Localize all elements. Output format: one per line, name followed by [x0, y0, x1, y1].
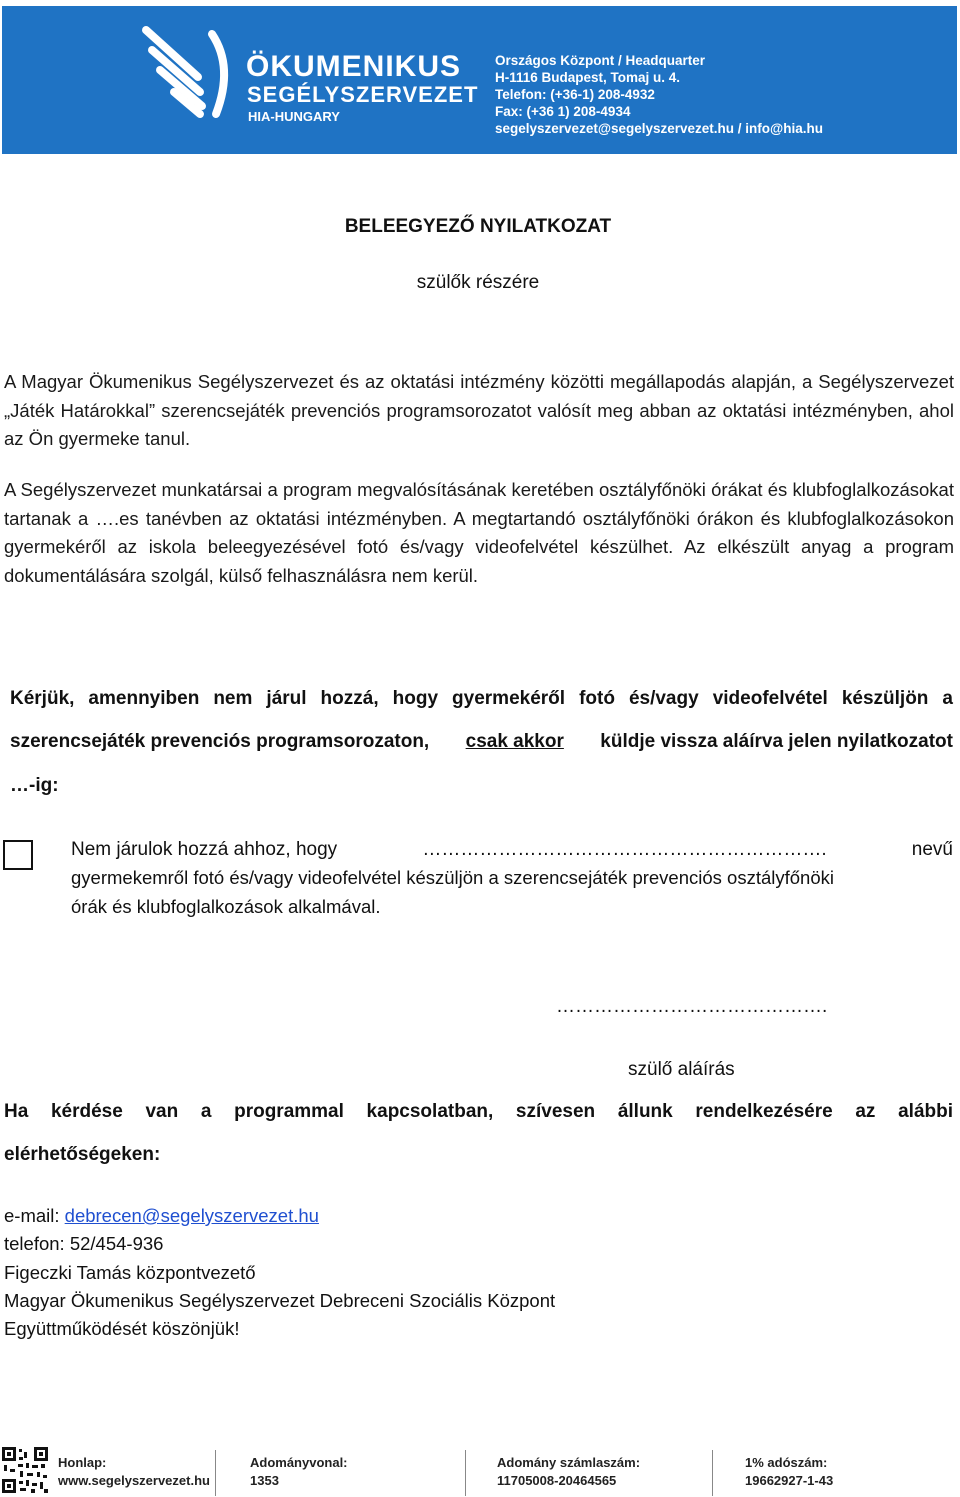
email-link[interactable]: debrecen@segelyszervezet.hu — [64, 1205, 319, 1226]
consent-checkbox[interactable] — [3, 840, 33, 870]
email-row — [4, 1205, 319, 1227]
logo-tagline: HIA-HUNGARY — [248, 109, 340, 124]
footer-label: Honlap: — [58, 1455, 107, 1470]
document-title: BELEEGYEZŐ NYILATKOZAT — [344, 216, 612, 237]
logo-subtitle: SEGÉLYSZERVEZET — [247, 82, 479, 107]
footer-divider — [712, 1450, 713, 1496]
program-paragraph: A Segélyszervezet munkatársai a program megvalósításának keretében osztályfőnöki órákat és klubfoglalkozásokat tartanak a ….es tanévben az oktatási intézményben. A megtartandó osztályfőnöki órákon és klubfoglalkozásokon gyermekéről az iskola beleegyezésével fotó és/vagy videofelvétel készülhet. Az elkészült anyag a program dokumentálására szolgál, külső felhasználásra nem kerül. — [4, 479, 954, 586]
footer-label: Adomány számlaszám: — [497, 1455, 641, 1470]
consent-line — [71, 839, 953, 861]
notice-deadline: …-ig: — [10, 775, 59, 796]
footer-website[interactable]: www.segelyszervezet.hu — [58, 1473, 210, 1488]
contact-intro: Ha kérdése van a programmal kapcsolatban, szívesen állunk rendelkezésére az alábbi — [4, 1101, 953, 1122]
notice-line — [10, 731, 953, 753]
footer-value: 11705008-20464565 — [497, 1473, 617, 1488]
organization-logo-icon — [138, 22, 248, 122]
document-subtitle: szülők részére — [416, 272, 540, 293]
logo-title: ÖKUMENIKUS — [246, 50, 462, 83]
footer-label: Adományvonal: — [250, 1455, 348, 1470]
child-name-blank: ………………………………………………………. — [422, 839, 827, 860]
signature-line: ……………………………………. — [556, 996, 828, 1017]
consent-text: nevű — [911, 839, 953, 860]
consent-text: Nem járulok hozzá ahhoz, hogy — [71, 839, 338, 860]
signature-label: szülő aláírás — [628, 1059, 735, 1080]
notice-line: Kérjük, amennyiben nem járul hozzá, hogy gyermekéről fotó és/vagy videofelvétel készüljön a — [10, 688, 953, 709]
footer-label: 1% adószám: — [745, 1455, 828, 1470]
hq-line: Országos Központ / Headquarter — [495, 53, 706, 68]
notice-text: szerencsejáték prevenciós programsorozaton, — [10, 731, 430, 752]
contact-intro: elérhetőségeken: — [4, 1144, 161, 1165]
consent-line: órák és klubfoglalkozások alkalmával. — [71, 896, 381, 917]
email-label: e-mail: — [4, 1205, 60, 1226]
thanks-text: Együttműködését köszönjük! — [4, 1318, 240, 1339]
hq-line: H-1116 Budapest, Tomaj u. 4. — [495, 70, 681, 85]
footer-divider — [465, 1450, 466, 1496]
hq-line: segelyszervezet@segelyszervezet.hu / info@hia.hu — [495, 121, 823, 136]
footer-value: 1353 — [250, 1473, 279, 1488]
intro-paragraph: A Magyar Ökumenikus Segélyszervezet és az oktatási intézmény közötti megállapodás alapján, a Segélyszervezet „Játék Határokkal” szerencsejáték prevenciós programsorozatot valósít meg abban az oktatási intézményben, ahol az Ön gyermeke tanul. — [4, 371, 954, 449]
hq-line: Fax: (+36 1) 208-4934 — [495, 104, 631, 119]
footer-divider — [215, 1450, 216, 1496]
organization-name: Magyar Ökumenikus Segélyszervezet Debreceni Szociális Központ — [4, 1290, 556, 1311]
hq-line: Telefon: (+36-1) 208-4932 — [495, 87, 655, 102]
consent-line: gyermekemről fotó és/vagy videofelvétel készüljön a szerencsejáték prevenciós osztályfőnöki — [71, 867, 834, 888]
qr-code-icon — [2, 1447, 48, 1493]
notice-emphasis: csak akkor — [465, 731, 564, 752]
contact-person: Figeczki Tamás központvezető — [4, 1262, 256, 1283]
footer-value: 19662927-1-43 — [745, 1473, 834, 1488]
phone-text: telefon: 52/454-936 — [4, 1233, 164, 1254]
notice-text: küldje vissza aláírva jelen nyilatkozatot — [600, 731, 953, 752]
